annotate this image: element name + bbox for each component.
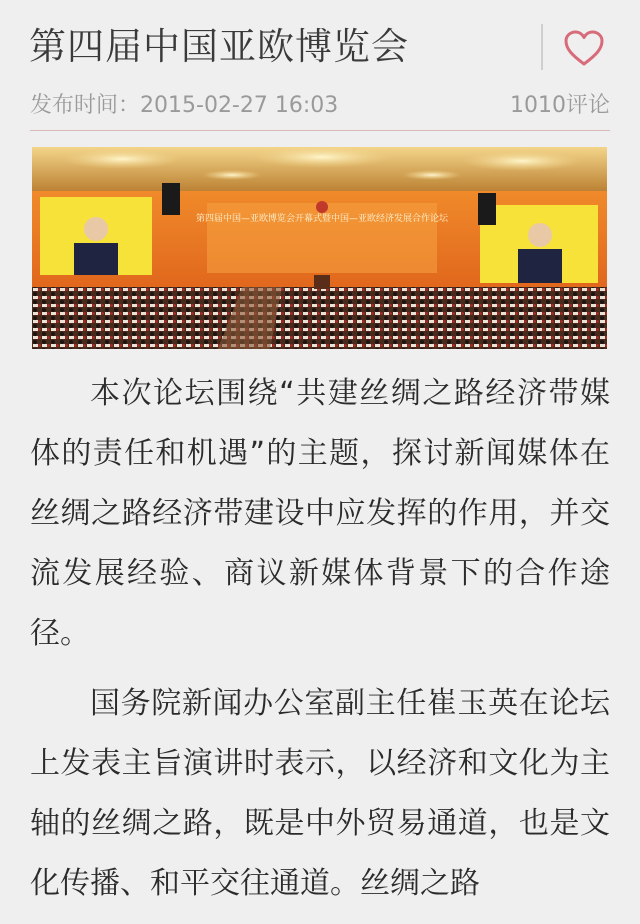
heart-outline-icon (562, 28, 606, 68)
publish-datetime: 2015-02-27 16:03 (140, 93, 339, 118)
article-body (30, 364, 610, 924)
publish-time (30, 88, 338, 124)
comment-count-link[interactable]: 1010评论 (510, 93, 610, 118)
article-meta (30, 88, 610, 124)
conference-hall-image (32, 147, 607, 349)
article-title: 第四届中国亚欧博览会 (29, 25, 409, 68)
article-header (0, 0, 640, 80)
favorite-button[interactable] (562, 28, 606, 68)
article-photo (32, 147, 607, 349)
article-paragraph-2: 国务院新闻办公室副主任崔玉英在论坛上发表主旨演讲时表示，以经济和文化为主轴的丝绸之路，既是中外贸易通道，也是文化传播、和平交往通道。丝绸之路 (30, 686, 610, 901)
publish-label: 发布时间： (30, 93, 141, 118)
header-divider (541, 24, 543, 70)
meta-divider (30, 130, 610, 131)
banner-text: 第四届中国—亚欧博览会开幕式暨中国—亚欧经济发展合作论坛 (195, 214, 449, 224)
article-paragraph-1: 本次论坛围绕“共建丝绸之路经济带媒体的责任和机遇”的主题，探讨新闻媒体在丝绸之路经济带建设中应发挥的作用，并交流发展经验、商议新媒体背景下的合作途径。 (30, 376, 610, 651)
